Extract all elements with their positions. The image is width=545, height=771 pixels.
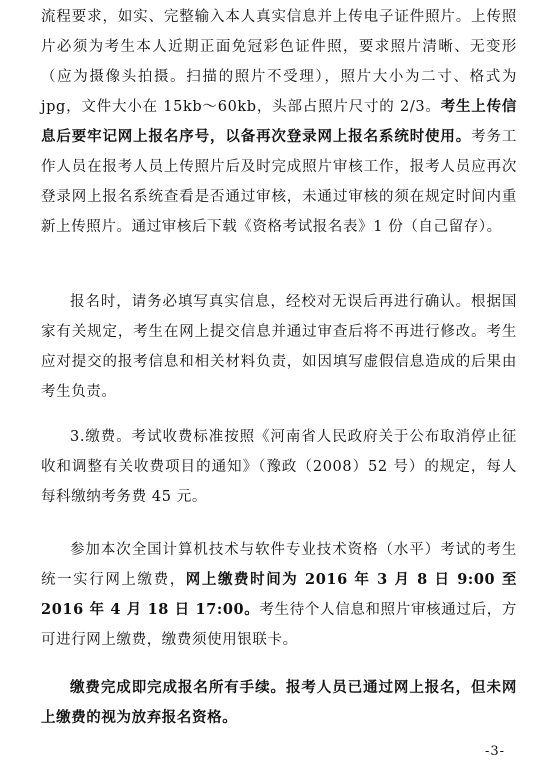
page-number: -3-: [484, 744, 505, 759]
payment-condition-text: 考生待个人信息和照片审核通过后，方可进行网上缴费，缴费须使用银联卡。: [41, 602, 517, 648]
online-payment-intro-text: 参加本次全国计算机技术与软件专业技术资格（水平）考试的考生统一实行网上缴费，: [41, 542, 517, 588]
payment-period-text: 网上缴费时间为 2016 年 3 月 8 日 9:00 至 2016 年 4 月 18 日 17:00。: [41, 571, 517, 618]
paragraph-payment-completion: [41, 673, 517, 733]
paragraph-photo-upload: [41, 2, 517, 242]
truthful-info-text: 报名时，请务必填写真实信息，经校对无误后再进行确认。根据国家有关规定，考生在网上提交信息并通过审查后将不再进行修改。考生应对提交的报考信息和相关材料负责，如因填写虚假信息造成的后果由考生负责。: [41, 294, 517, 400]
payment-completion-notice: 缴费完成即完成报名所有手续。报考人员已通过网上报名，但未网上缴费的视为放弃报名资格。: [41, 679, 517, 726]
paragraph-fee-standard: [41, 422, 517, 512]
fee-standard-text: 3.缴费。考试收费标准按照《河南省人民政府关于公布取消停止征收和调整有关收费项目的通知》（豫政（2008）52 号）的规定，每人每科缴纳考务费 45 元。: [41, 429, 517, 505]
registration-number-notice: 考生上传信息后要牢记网上报名序号，以备再次登录网上报名系统时使用。: [41, 98, 518, 145]
paragraph-online-payment: [41, 535, 517, 655]
photo-requirements-text: 流程要求，如实、完整输入本人真实信息并上传电子证件照片。上传照片必须为考生本人近期正面免冠彩色证件照，要求照片清晰、无变形（应为摄像头拍摄。扫描的照片不受理），照片大小为二寸、格式为 jpg，文件大小在 15kb～60kb，头部占照片尺寸的 2/3。: [41, 9, 517, 115]
photo-review-text: 考务工作人员在报考人员上传照片后及时完成照片审核工作，报考人员应再次登录网上报名系统查看是否通过审核，未通过审核的须在规定时间内重新上传照片。通过审核后下载《资格考试报名表》1 份（自己留存）。: [41, 129, 517, 235]
paragraph-truthful-info: [41, 287, 517, 407]
